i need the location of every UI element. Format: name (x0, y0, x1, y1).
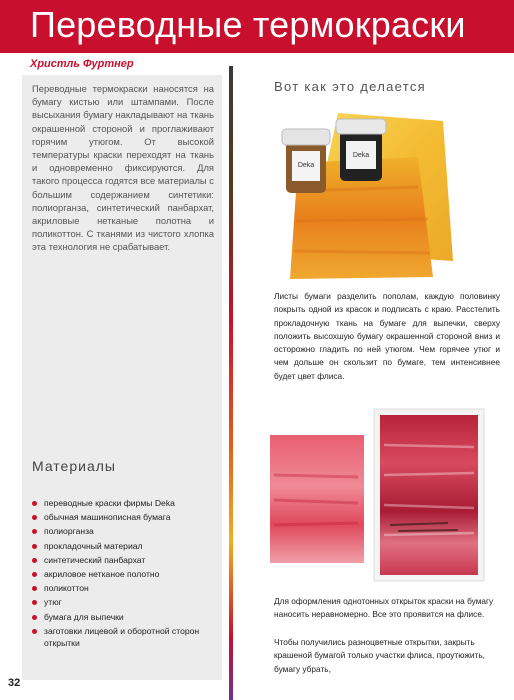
card-small (270, 435, 364, 563)
paint-jar-left (282, 129, 330, 193)
list-item (32, 625, 222, 650)
bullet-icon (32, 572, 37, 577)
photo-dyed-cards (268, 405, 486, 585)
bullet-icon (32, 586, 37, 591)
list-item-label: переводные краски фирмы Deka (44, 498, 175, 508)
list-item (32, 554, 222, 567)
photo-paint-jars (268, 101, 486, 283)
page-number: 32 (8, 677, 21, 689)
list-item (32, 582, 222, 595)
list-item-label: акриловое нетканое полотно (44, 568, 160, 579)
card-large-fill (380, 415, 478, 575)
list-item (32, 611, 222, 624)
page-title: Переводные термокраски (30, 4, 466, 45)
list-item-label: бумага для выпечки (44, 611, 124, 622)
bullet-icon (32, 615, 37, 620)
list-item (32, 497, 222, 510)
list-item-label: заготовки лицевой и оборотной сторон открытки (44, 625, 200, 649)
list-item-label: синтетический панбархат (44, 554, 146, 565)
bullet-icon (32, 529, 37, 534)
jar-right-cap (336, 119, 386, 134)
howto-heading: Вот как это делается (274, 79, 427, 94)
list-item (32, 525, 222, 538)
bullet-icon (32, 501, 37, 506)
list-item-label: полиорганза (44, 526, 94, 537)
jar-right-label: Deka (352, 152, 370, 159)
list-item-label: поликоттон (44, 583, 89, 594)
title-bar (0, 0, 514, 53)
caption-paint-process: Листы бумаги разделить пополам, каждую половинку покрыть одной из красок и подписать с краю. Расстелить прокладочную ткань на бумаге для выпечки, сверху положить высохшую бумагу окрашенной стороной вниз и осторожно гладить по ней утюгом. Чем горячее утюг и чем дольше он скользит по бумаге, тем интенсивнее будет цвет флиса. (274, 291, 500, 381)
list-item-label: обычная машинописная бумага (44, 512, 171, 523)
materials-heading: Материалы (32, 458, 116, 474)
author-name: Христль Фуртнер (30, 58, 134, 70)
jar-left-label: Deka (297, 162, 315, 169)
bullet-icon (32, 544, 37, 549)
list-item-label: утюг (44, 597, 62, 608)
bullet-icon (32, 515, 37, 520)
card-large (374, 409, 484, 581)
caption-single-color: Для оформления однотонных открыток краски на бумагу наносить неравномерно. Все это проявится на флисе. (274, 596, 494, 620)
list-item (32, 596, 222, 609)
bullet-icon (32, 558, 37, 563)
list-item (32, 511, 222, 524)
jar-left-cap (282, 129, 330, 145)
list-item-label: прокладочный материал (44, 540, 143, 551)
intro-text: Переводные термокраски наносятся на бумагу кистью или штампами. После высыхания бумагу накладывают на ткань окрашенной стороной и проглаживают горячим утюгом. От высокой температуры краски переходят на ткань и одновременно фиксируются. Для такого процесса годятся все материалы с большим содержанием синтетики: полиорганза, синтетический панбархат, акриловые нетканые полотна и поликоттон. С тканями из чистого хлопка эта технология не срабатывает. (32, 83, 214, 253)
bullet-icon (32, 600, 37, 605)
paint-jar-right (336, 119, 386, 181)
column-divider (229, 66, 233, 700)
bullet-icon (32, 629, 37, 634)
list-item (32, 540, 222, 553)
list-item (32, 568, 222, 581)
materials-list (32, 497, 222, 651)
caption-multi-color: Чтобы получились разноцветные открытки, закрыть крашеной бумагой только участки флиса, проутюжить, бумагу убрать, (274, 637, 485, 674)
